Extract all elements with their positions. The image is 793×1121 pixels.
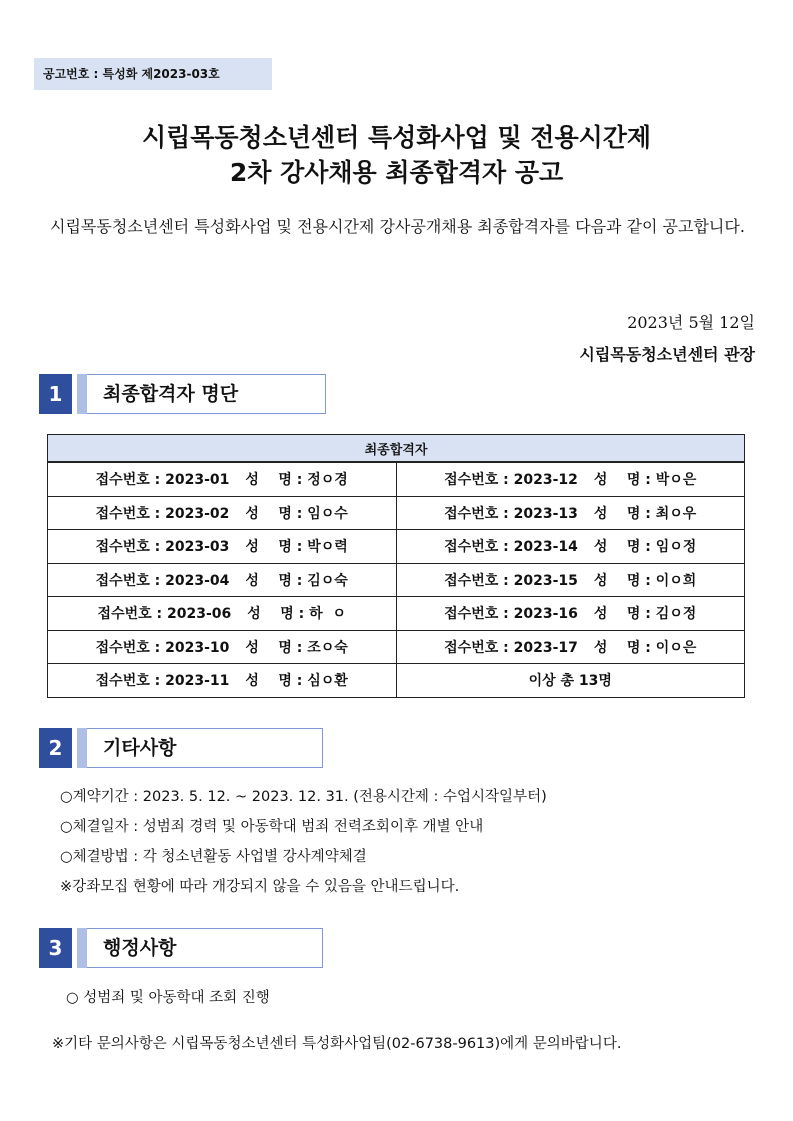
applicant-name: 성 명 : 박ㅇ은 xyxy=(593,472,697,489)
finalist-table xyxy=(47,434,745,698)
table-row xyxy=(48,563,745,597)
section-title: 최종합격자 명단 xyxy=(103,383,239,405)
applicant-name: 성 명 : 김ㅇ숙 xyxy=(245,572,348,589)
applicant-number: 접수번호 : 2023-17 xyxy=(444,639,578,656)
applicant-name: 성 명 : 임ㅇ정 xyxy=(593,539,697,556)
notice-number: 공고번호 : 특성화 제2023-03호 xyxy=(34,58,272,90)
total-count: 이상 총 13명 xyxy=(396,664,745,698)
section-accent-bar xyxy=(77,374,87,414)
applicant-number: 접수번호 : 2023-13 xyxy=(444,505,578,522)
applicant-number: 접수번호 : 2023-10 xyxy=(95,639,230,656)
list-item: ○체결방법 : 각 청소년활동 사업별 강사계약체결 xyxy=(60,849,367,865)
list-item: ※강좌모집 현황에 따라 개강되지 않을 수 있음을 안내드립니다. xyxy=(60,879,460,895)
applicant-name: 성 명 : 이ㅇ희 xyxy=(593,572,697,589)
table-header: 최종합격자 xyxy=(48,435,745,463)
applicant-name: 성 명 : 박ㅇ력 xyxy=(245,539,348,556)
table-row xyxy=(48,530,745,564)
table-row xyxy=(48,597,745,631)
applicant-number: 접수번호 : 2023-03 xyxy=(95,539,230,556)
section-number: 2 xyxy=(39,728,72,768)
section-number: 3 xyxy=(39,928,72,968)
table-row xyxy=(48,462,745,496)
list-item: ○ 성범죄 및 아동학대 조회 진행 xyxy=(66,990,270,1006)
applicant-name: 성 명 : 하 ㅇ xyxy=(247,606,346,623)
applicant-number: 접수번호 : 2023-02 xyxy=(95,505,230,522)
list-item: ○체결일자 : 성범죄 경력 및 아동학대 범죄 전력조회이후 개별 안내 xyxy=(60,819,484,835)
section-title: 기타사항 xyxy=(103,737,177,759)
table-row xyxy=(48,630,745,664)
section-title: 행정사항 xyxy=(103,937,177,959)
applicant-number: 접수번호 : 2023-11 xyxy=(95,673,230,690)
applicant-number: 접수번호 : 2023-04 xyxy=(95,572,230,589)
applicant-name: 성 명 : 심ㅇ환 xyxy=(245,673,348,690)
contact-note: ※기타 문의사항은 시립목동청소년센터 특성화사업팀(02-6738-9613)에게 문의바랍니다. xyxy=(52,1036,622,1052)
applicant-name: 성 명 : 최ㅇ우 xyxy=(593,505,697,522)
table-row xyxy=(48,496,745,530)
notice-date: 2023년 5월 12일 xyxy=(627,313,755,332)
table-row xyxy=(48,664,745,698)
title-line-1: 시립목동청소년센터 특성화사업 및 전용시간제 xyxy=(141,123,652,152)
issuer: 시립목동청소년센터 관장 xyxy=(579,345,755,364)
section-accent-bar xyxy=(77,728,87,768)
applicant-number: 접수번호 : 2023-06 xyxy=(97,606,232,623)
applicant-number: 접수번호 : 2023-16 xyxy=(444,606,578,623)
page-title xyxy=(0,120,793,190)
admin-list xyxy=(66,983,270,1013)
applicant-name: 성 명 : 이ㅇ은 xyxy=(593,639,697,656)
applicant-number: 접수번호 : 2023-01 xyxy=(95,472,230,489)
applicant-name: 성 명 : 김ㅇ정 xyxy=(593,606,697,623)
title-line-2: 2차 강사채용 최종합격자 공고 xyxy=(229,158,564,187)
applicant-name: 성 명 : 정ㅇ경 xyxy=(245,472,348,489)
applicant-number: 접수번호 : 2023-14 xyxy=(444,539,578,556)
applicant-name: 성 명 : 임ㅇ수 xyxy=(245,505,348,522)
applicant-number: 접수번호 : 2023-12 xyxy=(444,472,578,489)
list-item: ○계약기간 : 2023. 5. 12. ~ 2023. 12. 31. (전용시간제 : 수업시작일부터) xyxy=(60,789,547,805)
intro-paragraph: 시립목동청소년센터 특성화사업 및 전용시간제 강사공개채용 최종합격자를 다음과 같이 공고합니다. xyxy=(50,217,745,236)
applicant-name: 성 명 : 조ㅇ숙 xyxy=(245,639,348,656)
misc-list xyxy=(60,782,547,902)
section-number: 1 xyxy=(39,374,72,414)
section-accent-bar xyxy=(77,928,87,968)
applicant-number: 접수번호 : 2023-15 xyxy=(444,572,578,589)
